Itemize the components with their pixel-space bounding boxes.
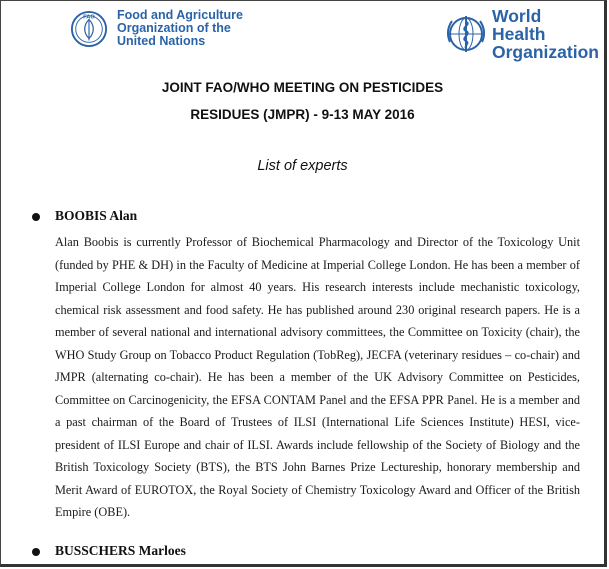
fao-name: Food and Agriculture Organization of the United Nations	[117, 8, 243, 48]
who-logo	[444, 6, 599, 62]
document-subtitle: List of experts	[257, 158, 348, 174]
bullet-icon	[32, 548, 40, 556]
fao-logo	[70, 9, 245, 48]
who-emblem-icon	[444, 12, 488, 56]
expert-name: BUSSCHERS Marloes	[55, 543, 186, 558]
fao-emblem-icon	[70, 10, 108, 48]
who-name: World Health Organization	[492, 6, 599, 62]
document-title-line2: RESIDUES (JMPR) - 9-13 MAY 2016	[190, 107, 415, 122]
fao-emblem-letters: FAO	[83, 14, 95, 21]
document-title-line1: JOINT FAO/WHO MEETING ON PESTICIDES	[161, 80, 444, 95]
expert-bio: Alan Boobis is currently Professor of Biochemical Pharmacology and Director of the Toxicology Unit (funded by PHE & DH) in the Faculty of Medicine at Imperial College London. He has been a member of Imperial College London for almost 40 years. His research interests include mechanistic toxicology, chemical risk assessment and food safety. He has published around 230 original research papers. He is a member of several national and international advisory committees, the Committee on Toxicity (chair), the WHO Study Group on Tobacco Product Regulation (TobReg), JECFA (veterinary residues – co-chair) and JMPR (alternating co-chair). He has been a member of the UK Advisory Committee on Pesticides, Committee on Carcinogenicity, the EFSA CONTAM Panel and the EFSA PPR Panel. He is a member and a past chairman of the Board of Trustees of ILSI (International Life Sciences Institute) HESI, vice-president of ILSI Europe and chair of ILSI. Awards include fellowship of the Society of Biology and the British Toxicology Society (BTS), the BTS John Barnes Prize Lectureship, honorary membership and Merit Award of EUROTOX, the Royal Society of Chemistry Toxicology Award and Officer of the British Empire (OBE).	[55, 235, 580, 519]
bullet-icon	[32, 213, 40, 221]
expert-name: BOOBIS Alan	[55, 208, 138, 223]
